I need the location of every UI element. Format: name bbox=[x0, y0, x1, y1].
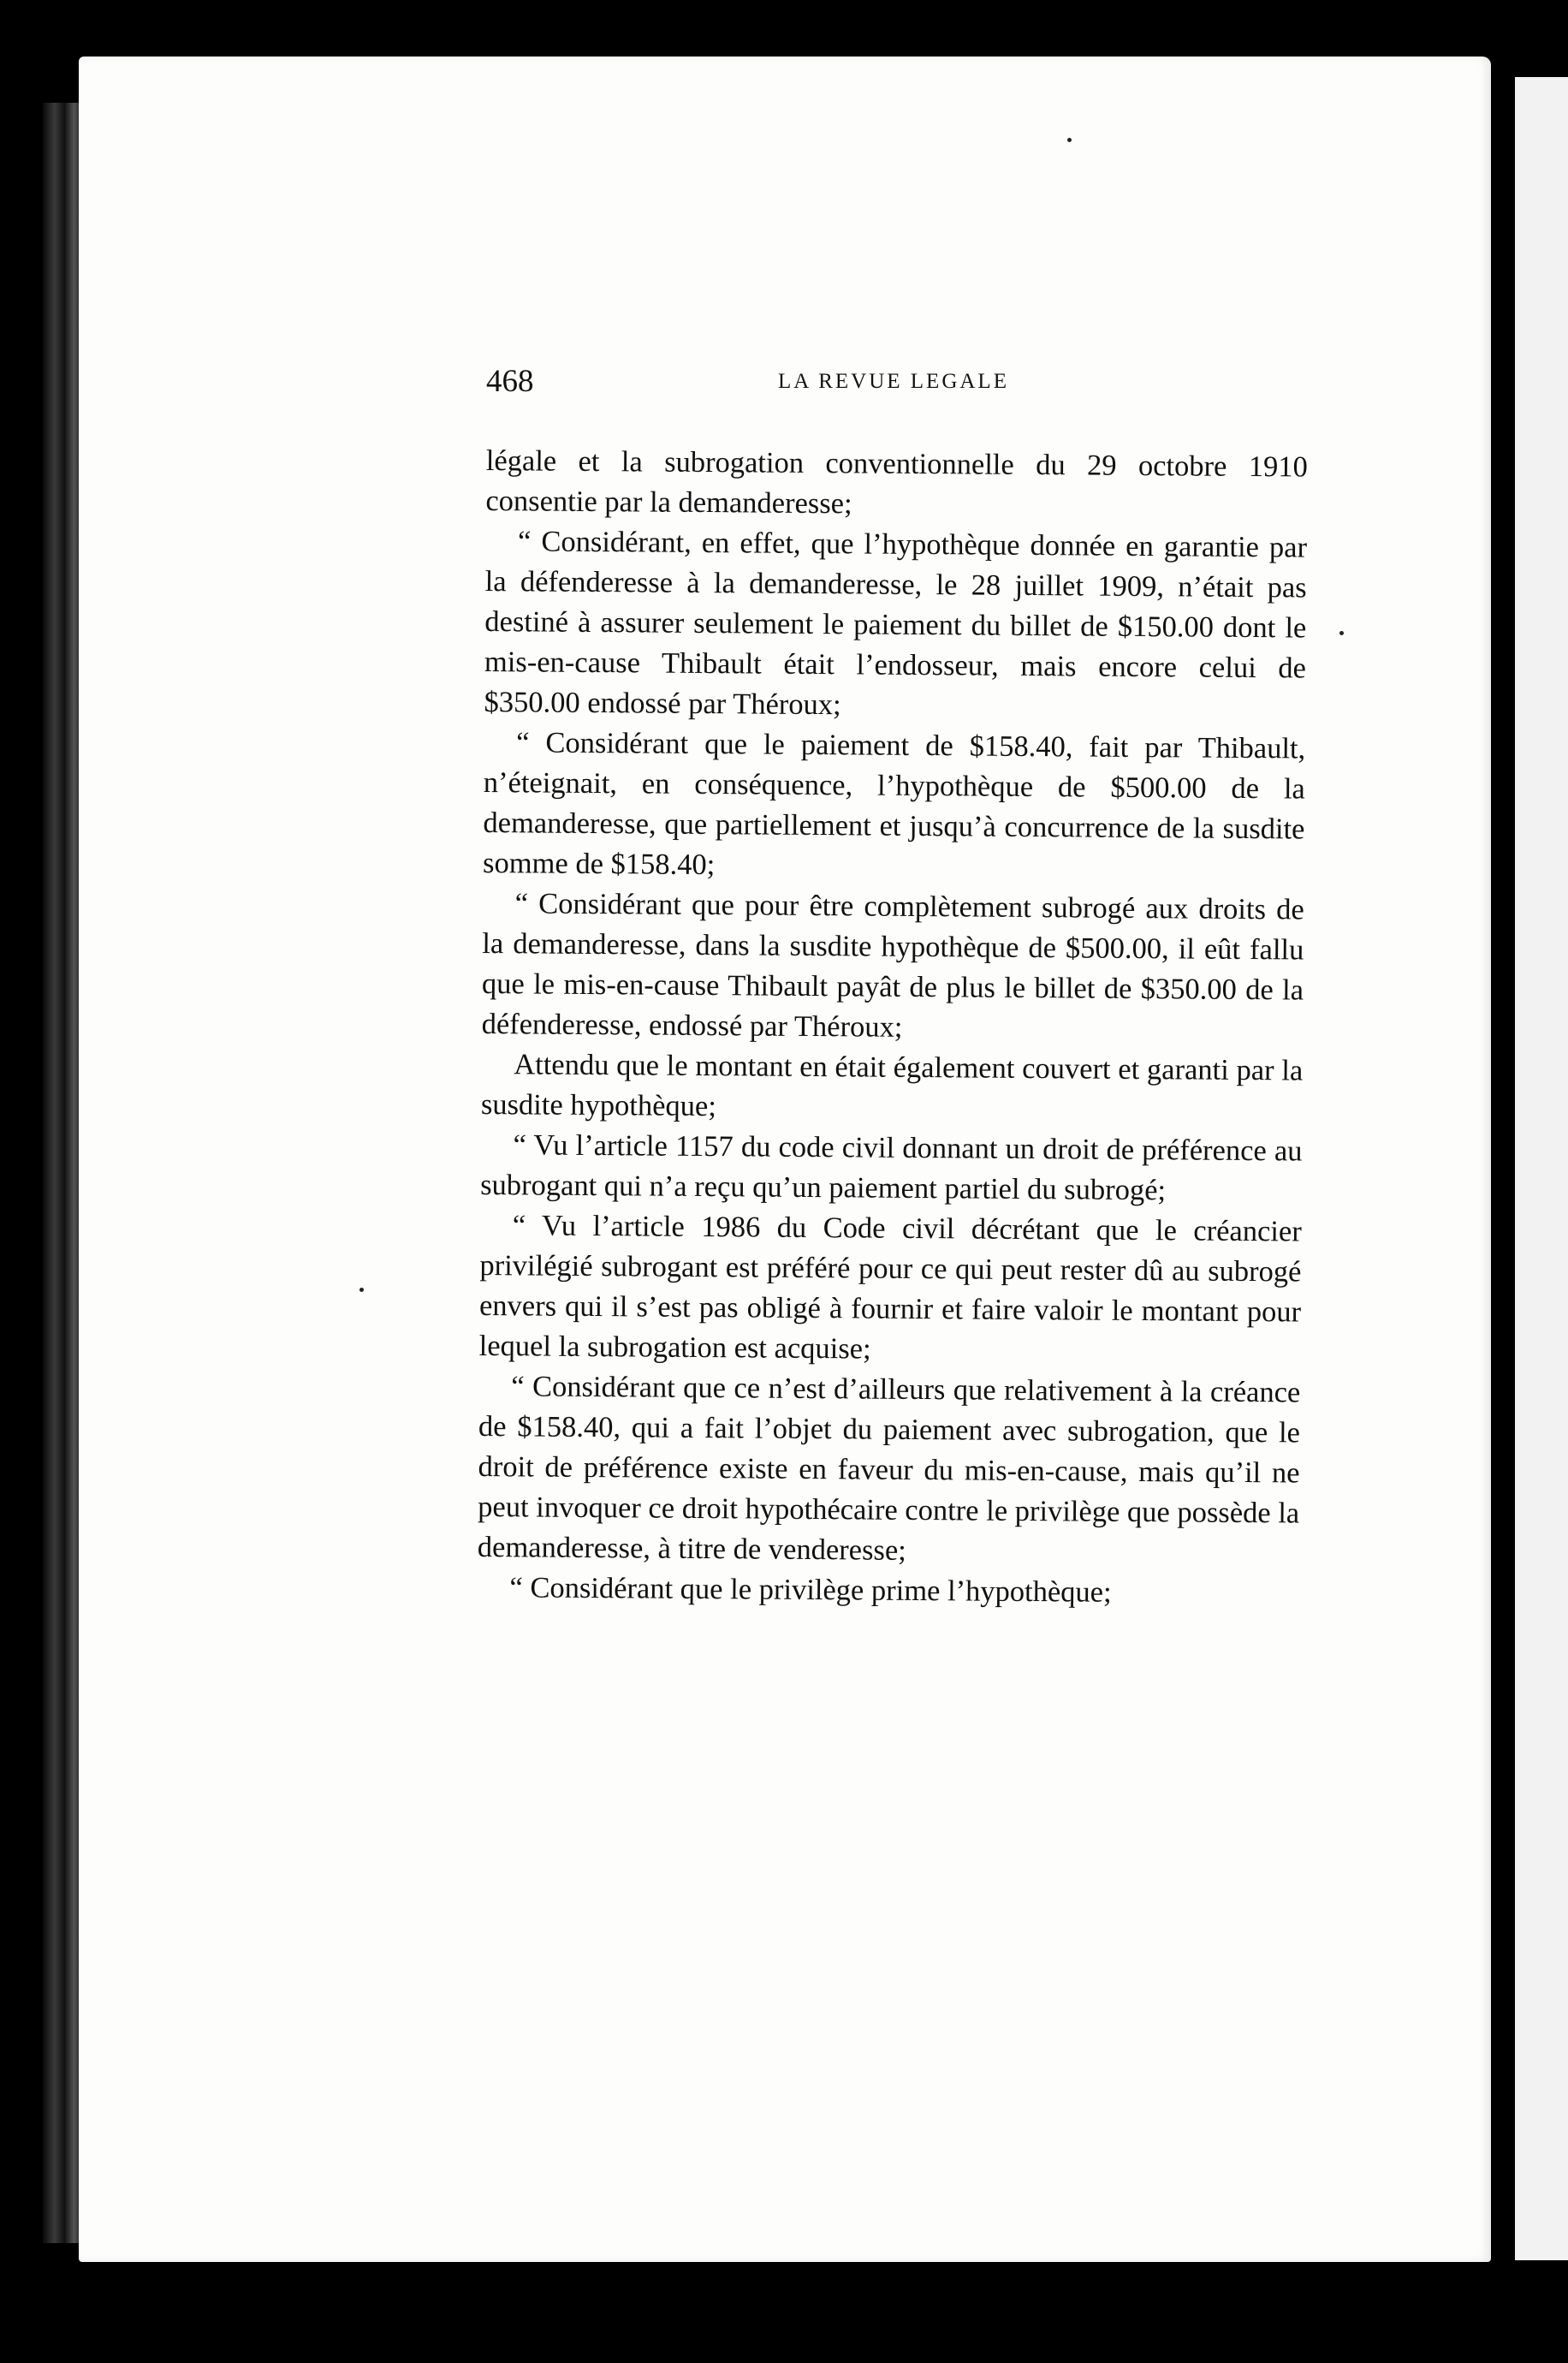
facing-page-edge bbox=[1506, 77, 1568, 2260]
paragraph: légale et la subrogation conventionnelle du 29 octobre 1910 consentie par la demanderesse; bbox=[485, 443, 1308, 521]
speck-mark bbox=[1067, 138, 1072, 142]
paragraph: “ Considérant que le paiement de $158.40, fait par Thibault, n’éteignait, en conséquence, l’hypothèque de $500.00 de la demanderesse, que partiellement et jusqu’à concurrence de la susdite somme de $158.40; bbox=[482, 726, 1306, 882]
paragraph: “ Considérant que le privilège prime l’hypothèque; bbox=[509, 1571, 1112, 1609]
running-head: LA REVUE LEGALE bbox=[778, 370, 1009, 393]
paragraph: “ Vu l’article 1986 du Code civil décrétant que le créancier privilégié subrogant est préféré pour ce qui peut rester dû au subrogé envers qui il s’est pas obligé à fournir et faire valoir le montant pour lequel la subrogation est acquise; bbox=[478, 1209, 1302, 1366]
paragraph: “ Considérant, en effet, que l’hypothèque donnée en garantie par la défenderesse à la demanderesse, le 28 juillet 1909, n’était pas destiné à assurer seulement le paiement du billet de $150.00 dont le mis-en-cause Thibault était l’endosseur, mais encore celui de $350.00 endossé par Théroux; bbox=[484, 525, 1308, 722]
page-number: 468 bbox=[486, 364, 534, 399]
speck-mark bbox=[1339, 631, 1344, 635]
body-text bbox=[477, 441, 1308, 1614]
binding-edge bbox=[43, 103, 82, 2243]
paragraph: “ Considérant que pour être complètement subrogé aux droits de la demanderesse, dans la susdite hypothèque de $500.00, il eût fallu que le mis-en-cause Thibault payât de plus le billet de $350.00 de la défenderesse, endossé par Théroux; bbox=[481, 887, 1304, 1044]
speck-mark bbox=[359, 1288, 364, 1292]
page-header bbox=[486, 363, 1308, 397]
paragraph: “ Vu l’article 1157 du code civil donnant un droit de préférence au subrogant qui n’a reçu qu’un paiement partiel du subrogé; bbox=[480, 1128, 1303, 1207]
paragraph: “ Considérant que ce n’est d’ailleurs que relativement à la créance de $158.40, qui a fait l’objet du paiement avec subrogation, que le droit de préférence existe en faveur du mis-en-cause, mais qu’il ne peut invoquer ce droit hypothécaire contre le privilège que possède la demanderesse, à titre de venderesse; bbox=[477, 1370, 1301, 1567]
paragraph: Attendu que le montant en était également couvert et garanti par la susdite hypothèque; bbox=[480, 1048, 1304, 1123]
